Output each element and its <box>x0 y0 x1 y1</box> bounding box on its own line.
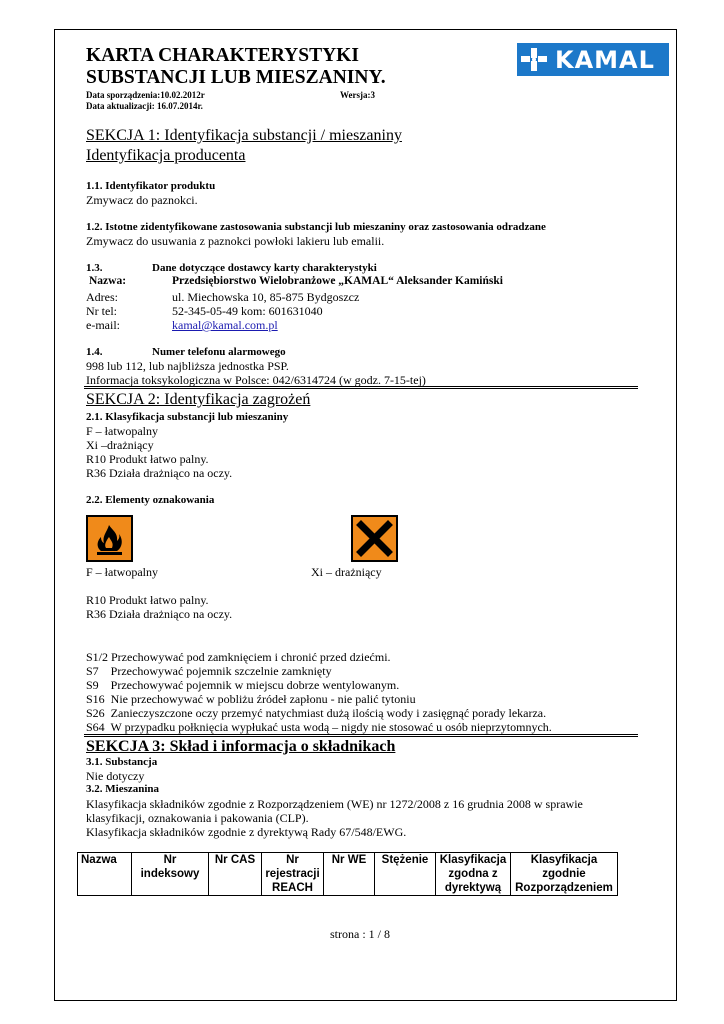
col-header-clp-class: Klasyfikacja zgodnie Rozporządzeniem <box>511 853 618 896</box>
date-created: Data sporządzenia:10.02.2012r <box>86 90 205 100</box>
supplier-address-label: Adres: <box>86 290 118 304</box>
s32-label: 3.2. Mieszanina <box>86 783 160 795</box>
supplier-name-label: Nazwa: <box>89 275 127 287</box>
table-header-row <box>78 853 618 896</box>
kamal-logo <box>517 43 669 76</box>
supplier-email-link[interactable]: kamal@kamal.com.pl <box>172 318 278 332</box>
document-title-line1: KARTA CHARAKTERYSTYKI <box>86 45 359 66</box>
s12-text: Zmywacz do usuwania z paznokci powłoki lakieru lub emalii. <box>86 234 385 248</box>
section3-heading: SEKCJA 3: Skład i informacja o składnikach <box>86 738 396 755</box>
col-header-index: Nr indeksowy <box>132 853 209 896</box>
s-phrase: S16 Nie przechowywać w pobliżu źródeł zapłonu - nie palić tytoniu <box>86 692 416 706</box>
flammable-caption: F – łatwopalny <box>86 565 158 579</box>
s14-line2: Informacja toksykologiczna w Polsce: 042/6314724 (w godz. 7-15-tej) <box>86 373 426 387</box>
s21-line: F – łatwopalny <box>86 424 158 438</box>
s22-label: 2.2. Elementy oznakowania <box>86 494 215 506</box>
s21-line: R10 Produkt łatwo palny. <box>86 452 209 466</box>
s21-line: Xi –drażniący <box>86 438 154 452</box>
col-header-reach: Nr rejestracji REACH <box>262 853 324 896</box>
logo-mark-icon <box>520 47 548 72</box>
logo-text: KAMAL <box>555 46 655 74</box>
col-header-concentration: Stężenie <box>375 853 436 896</box>
s-phrase: S1/2 Przechowywać pod zamknięciem i chronić przed dziećmi. <box>86 650 391 664</box>
section1-heading: SEKCJA 1: Identyfikacja substancji / mieszaniny <box>86 127 402 144</box>
col-header-we: Nr WE <box>324 853 375 896</box>
flammable-pictogram <box>86 515 133 562</box>
s13-label: Dane dotyczące dostawcy karty charakterystyki <box>152 262 377 274</box>
irritant-caption: Xi – drażniący <box>311 565 382 579</box>
supplier-name-value: Przedsiębiorstwo Wielobranżowe „KAMAL“ Aleksander Kamiński <box>172 275 503 287</box>
col-header-name: Nazwa <box>78 853 132 896</box>
s-phrase: S7 Przechowywać pojemnik szczelnie zamknięty <box>86 664 332 678</box>
s21-label: 2.1. Klasyfikacja substancji lub mieszaniny <box>86 411 289 423</box>
section-divider <box>84 734 638 737</box>
s12-label: 1.2. Istotne zidentyfikowane zastosowania substancji lub mieszaniny oraz zastosowania odradzane <box>86 221 546 233</box>
section2-heading: SEKCJA 2: Identyfikacja zagrożeń <box>86 391 311 408</box>
s-phrase: S26 Zanieczyszczone oczy przemyć natychmiast dużą ilością wody i zasięgnąć porady lekarza. <box>86 706 547 720</box>
version: Wersja:3 <box>340 90 375 100</box>
s31-label: 3.1. Substancja <box>86 756 158 768</box>
date-updated: Data aktualizacji: 16.07.2014r. <box>86 101 203 111</box>
supplier-address-value: ul. Miechowska 10, 85-875 Bydgoszcz <box>172 290 360 304</box>
s-phrase: S9 Przechowywać pojemnik w miejscu dobrze wentylowanym. <box>86 678 400 692</box>
supplier-phone-label: Nr tel: <box>86 304 117 318</box>
r-phrase: R10 Produkt łatwo palny. <box>86 593 209 607</box>
flame-icon <box>88 517 131 560</box>
s31-text: Nie dotyczy <box>86 769 145 783</box>
s32-line2: klasyfikacji, oznakowania i pakowania (CLP). <box>86 811 309 825</box>
supplier-email-label: e-mail: <box>86 318 120 332</box>
r-phrase: R36 Działa drażniąco na oczy. <box>86 607 233 621</box>
page-number: strona : 1 / 8 <box>330 927 390 941</box>
section1-subheading: Identyfikacja producenta <box>86 147 246 164</box>
s11-text: Zmywacz do paznokci. <box>86 193 198 207</box>
s11-label: 1.1. Identyfikator produktu <box>86 180 216 192</box>
s21-line: R36 Działa drażniąco na oczy. <box>86 466 233 480</box>
s14-number: 1.4. <box>86 346 103 358</box>
s14-label: Numer telefonu alarmowego <box>152 346 286 358</box>
s14-line1: 998 lub 112, lub najbliższa jednostka PSP. <box>86 359 289 373</box>
supplier-phone-value: 52-345-05-49 kom: 601631040 <box>172 304 323 318</box>
irritant-pictogram <box>351 515 398 562</box>
s13-number: 1.3. <box>86 262 103 274</box>
composition-table <box>77 852 618 896</box>
s-phrase: S64 W przypadku połknięcia wypłukać usta wodą – nigdy nie stosować u osób nieprzytomnych. <box>86 720 552 734</box>
cross-icon <box>353 517 396 560</box>
s32-line1: Klasyfikacja składników zgodnie z Rozporządzeniem (WE) nr 1272/2008 z 16 grudnia 2008 w sprawie <box>86 797 583 811</box>
document-title-line2: SUBSTANCJI LUB MIESZANINY. <box>86 67 386 88</box>
section-divider <box>84 386 638 389</box>
col-header-dsd-class: Klasyfikacja zgodna z dyrektywą <box>436 853 511 896</box>
s32-line3: Klasyfikacja składników zgodnie z dyrektywą Rady 67/548/EWG. <box>86 825 407 839</box>
col-header-cas: Nr CAS <box>209 853 262 896</box>
